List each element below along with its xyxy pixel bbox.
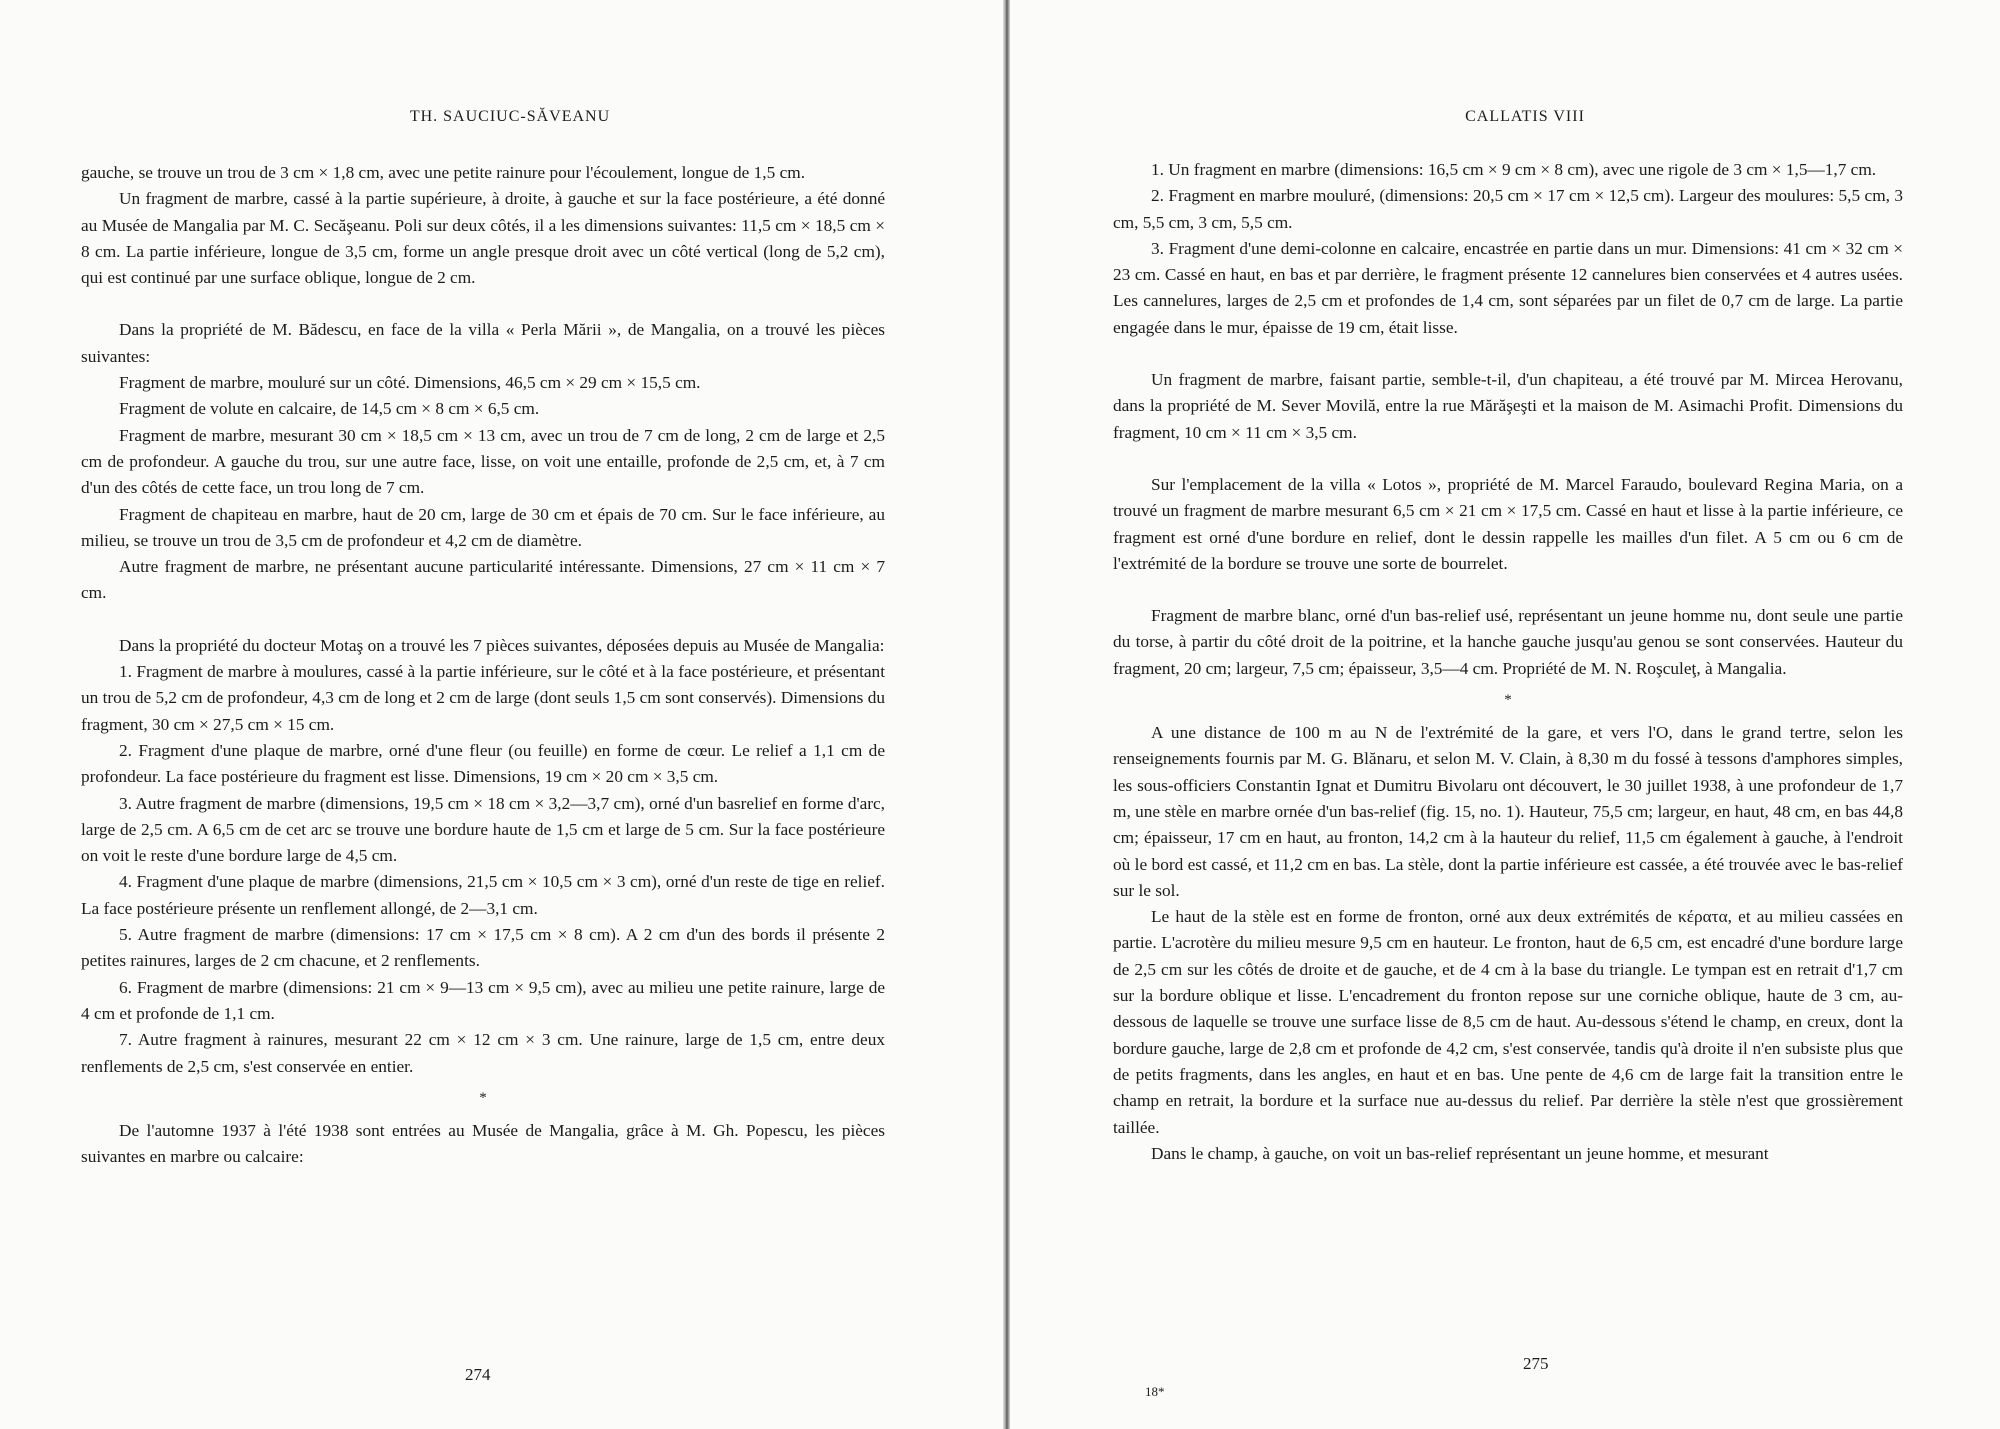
paragraph: 2. Fragment en marbre mouluré, (dimensions: 20,5 cm × 17 cm × 12,5 cm). Largeur des moulures: 5,5 cm, 3 cm, 5,5 cm, 3 cm, 5,5 cm.: [1113, 186, 1903, 232]
paragraph: Dans le champ, à gauche, on voit un bas-relief représentant un jeune homme, et mesurant: [1151, 1143, 1769, 1163]
paragraph: Fragment de marbre blanc, orné d'un bas-relief usé, représentant un jeune homme nu, dont seule une partie du torse, à partir du côté droit de la poitrine, et la hanche gauche jusqu'au genou se sont conservées. Hauteur du fragment, 20 cm; largeur, 7,5 cm; épaisseur, 3,5—4 cm. Propriété de M. N. Roşculeţ, à Mangalia.: [1113, 606, 1903, 678]
paragraph: Un fragment de marbre, cassé à la partie supérieure, à droite, à gauche et sur la face postérieure, a été donné au Musée de Mangalia par M. C. Secăşeanu. Poli sur deux côtés, il a les dimensions suivantes: 11,5 cm × 18,5 cm × 8 cm. La partie inférieure, longue de 3,5 cm, forme un angle presque droit avec un côté vertical (long de 5,2 cm), qui est continué par une surface oblique, longue de 2 cm.: [81, 189, 885, 288]
paragraph: A une distance de 100 m au N de l'extrémité de la gare, et vers l'O, dans le grand tertre, selon les renseignements fournis par M. G. Blănaru, et selon M. V. Clain, à 8,30 m du fossé à tessons d'amphores simples, les sous-officiers Constantin Ignat et Dumitru Bivolaru ont découvert, le 30 juillet 1938, à une profondeur de 1,7 m, une stèle en marbre ornée d'un bas-relief (fig. 15, no. 1). Hauteur, 75,5 cm; largeur, en haut, 48 cm, en bas 44,8 cm; épaisseur, 17 cm en haut, au fronton, 14,2 cm à la hauteur du relief, 11,5 cm également à gauche, à l'endroit où le bord est cassé, et 11,2 cm en bas. La stèle, dont la partie inférieure est cassée, a été trouvée avec le bas-relief sur le sol.: [1113, 723, 1903, 900]
paragraph: 5. Autre fragment de marbre (dimensions: 17 cm × 17,5 cm × 8 cm). A 2 cm d'un des bords il présente 2 petites rainures, larges de 2 cm chacune, et 2 renflements.: [81, 925, 885, 971]
paragraph: 4. Fragment d'une plaque de marbre (dimensions, 21,5 cm × 10,5 cm × 3 cm), orné d'un reste de tige en relief. La face postérieure présente un renflement allongé, de 2—3,1 cm.: [81, 872, 885, 918]
running-head: CALLATIS VIII: [1465, 108, 1585, 125]
page-number: 274: [465, 1365, 491, 1384]
right-page: [1010, 0, 2000, 1429]
page-number: 275: [1523, 1354, 1549, 1373]
section-separator: *: [1504, 692, 1512, 709]
paragraph: Sur l'emplacement de la villa « Lotos », propriété de M. Marcel Faraudo, boulevard Regina Maria, on a trouvé un fragment de marbre mesurant 6,5 cm × 21 cm × 17,5 cm. Cassé en haut et lisse à la partie inférieure, ce fragment est orné d'une bordure en relief, dont le dessin rappelle les mailles d'un filet. A 5 cm ou 6 cm de l'extrémité de la bordure se trouve une sorte de bourrelet.: [1113, 474, 1903, 573]
paragraph: De l'automne 1937 à l'été 1938 sont entrées au Musée de Mangalia, grâce à M. Gh. Popescu, les pièces suivantes en marbre ou calcaire:: [81, 1120, 885, 1167]
paragraph: Fragment de marbre, mouluré sur un côté. Dimensions, 46,5 cm × 29 cm × 15,5 cm.: [119, 373, 701, 393]
paragraph: Dans la propriété du docteur Motaş on a trouvé les 7 pièces suivantes, déposées depuis au Musée de Mangalia:: [119, 635, 885, 655]
paragraph: Autre fragment de marbre, ne présentant aucune particularité intéressante. Dimensions, 27 cm × 11 cm × 7 cm.: [81, 557, 885, 603]
paragraph: gauche, se trouve un trou de 3 cm × 1,8 cm, avec une petite rainure pour l'écoulement, longue de 1,5 cm.: [81, 163, 806, 182]
body-text: [81, 160, 885, 1170]
paragraph: 1. Un fragment en marbre (dimensions: 16,5 cm × 9 cm × 8 cm), avec une rigole de 3 cm × 1,5—1,7 cm.: [1151, 160, 1877, 179]
signature-mark: 18*: [1145, 1384, 1165, 1399]
body-text: [1113, 157, 1903, 1167]
paragraph: 7. Autre fragment à rainures, mesurant 22 cm × 12 cm × 3 cm. Une rainure, large de 1,5 cm, entre deux renflements de 2,5 cm, s'est conservée en entier.: [81, 1030, 885, 1076]
paragraph: 2. Fragment d'une plaque de marbre, orné d'une fleur (ou feuille) en forme de cœur. Le relief a 1,1 cm de profondeur. La face postérieure du fragment est lisse. Dimensions, 19 cm × 20 cm × 3,5 cm.: [81, 740, 885, 787]
paragraph: 6. Fragment de marbre (dimensions: 21 cm × 9—13 cm × 9,5 cm), avec au milieu une petite rainure, large de 4 cm et profonde de 1,1 cm.: [81, 977, 885, 1023]
paragraph: Fragment de chapiteau en marbre, haut de 20 cm, large de 30 cm et épais de 70 cm. Sur le face inférieure, au milieu, se trouve un trou de 3,5 cm de profondeur et 4,2 cm de diamètre.: [81, 504, 885, 550]
paragraph: Le haut de la stèle est en forme de fronton, orné aux deux extrémités de κέρατα, et au milieu cassées en partie. L'acrotère du milieu mesure 9,5 cm en hauteur. Le fronton, haut de 6,5 cm, est encadré d'une bordure large de 2,5 cm sur les côtés de droite et de gauche, et de 4 cm à la base du triangle. Le tympan est en retrait d'1,7 cm sur la bordure oblique et lisse. L'encadrement du fronton repose sur une corniche oblique, haute de 3 cm, au-dessous de laquelle se trouve une surface lisse de 8,5 cm de haut. Au-dessous s'étend le champ, en creux, dont la bordure gauche, large de 2,8 cm et profonde de 4,2 cm, s'est conservée, tandis qu'à droite il n'en subsiste plus que de petits fragments, dans les angles, en haut et en bas. Une pente de 4,6 cm de large fait la transition entre le champ en retrait, la bordure et la surface nue au-dessus du relief. Par derrière la stèle n'est que grossièrement taillée.: [1113, 907, 1903, 1137]
paragraph: Un fragment de marbre, faisant partie, semble-t-il, d'un chapiteau, a été trouvé par M. Mircea Herovanu, dans la propriété de M. Sever Movilă, entre la rue Mărăşeşti et la maison de M. Asimachi Profit. Dimensions du fragment, 10 cm × 11 cm × 3,5 cm.: [1113, 370, 1903, 442]
paragraph: 3. Autre fragment de marbre (dimensions, 19,5 cm × 18 cm × 3,2—3,7 cm), orné d'un basrelief en forme d'arc, large de 2,5 cm. A 6,5 cm de cet arc se trouve une bordure haute de 1,5 cm et large de 5 cm. Sur la face postérieure on voit le reste d'une bordure large de 4,5 cm.: [81, 793, 885, 866]
paragraph: Fragment de marbre, mesurant 30 cm × 18,5 cm × 13 cm, avec un trou de 7 cm de long, 2 cm de large et 2,5 cm de profondeur. A gauche du trou, sur une autre face, lisse, on voit une entaille, profonde de 2,5 cm, et, à 7 cm d'un des côtés de cette face, un trou long de 7 cm.: [81, 425, 885, 498]
paragraph: Dans la propriété de M. Bădescu, en face de la villa « Perla Mării », de Mangalia, on a trouvé les pièces suivantes:: [81, 320, 885, 366]
paragraph: 3. Fragment d'une demi-colonne en calcaire, encastrée en partie dans un mur. Dimensions: 41 cm × 32 cm × 23 cm. Cassé en haut, en bas et par derrière, le fragment présente 12 cannelures bien conservées et 4 autres usées. Les cannelures, larges de 2,5 cm et profondes de 1,4 cm, sont séparées par un filet de 0,7 cm de large. La partie engagée dans le mur, épaisse de 19 cm, était lisse.: [1113, 238, 1903, 337]
paragraph: 1. Fragment de marbre à moulures, cassé à la partie inférieure, sur le côté et à la face postérieure, et présentant un trou de 5,2 cm de profondeur, 4,3 cm de long et 2 cm de large (dont seuls 1,5 cm sont conservés). Dimensions du fragment, 30 cm × 27,5 cm × 15 cm.: [81, 662, 885, 734]
running-head: TH. SAUCIUC-SĂVEANU: [409, 108, 611, 125]
book-gutter: [1003, 0, 1010, 1429]
section-separator: *: [479, 1089, 487, 1106]
paragraph: Fragment de volute en calcaire, de 14,5 cm × 8 cm × 6,5 cm.: [119, 399, 540, 419]
